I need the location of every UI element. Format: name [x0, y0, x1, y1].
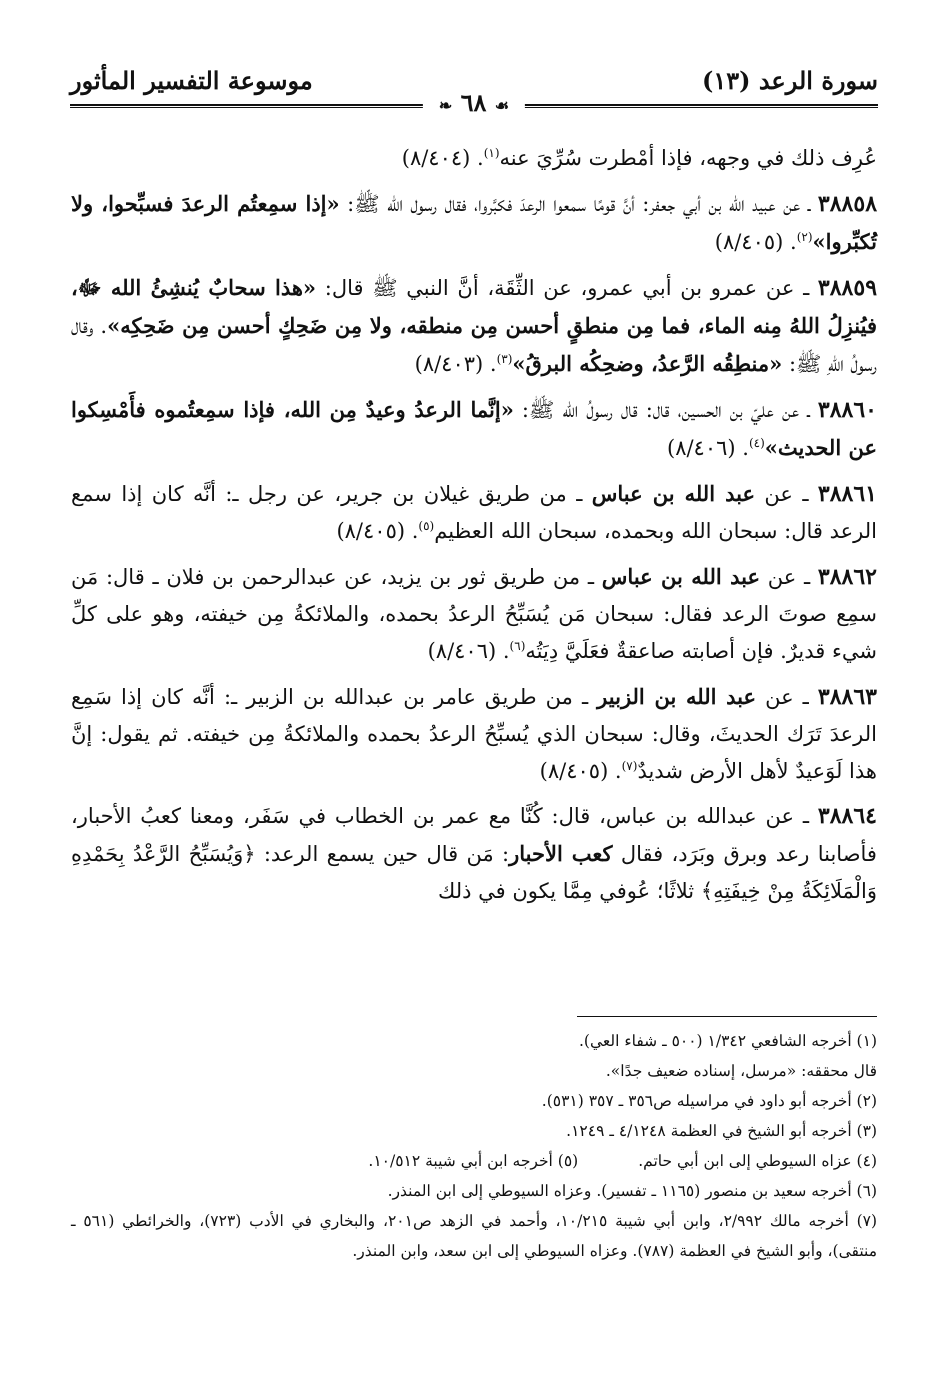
entry-text: ـ عن	[754, 482, 818, 506]
footnotes	[71, 1026, 877, 1266]
ornament-right: ☙	[494, 96, 510, 115]
entry-38859	[71, 269, 877, 383]
narrator-name: عبد الله بن عباس	[591, 481, 755, 506]
entry-number: ٣٨٨٥٨	[817, 191, 878, 217]
footnote-4: (٤) عزاه السيوطي إلى ابن أبي حاتم.	[638, 1152, 877, 1170]
entry-text: ـ من طريق ثور بن يزيد، عن عبدالرحمن بن فلان ـ قال: مَن سمِع صوتَ الرعد فقال: سبحان مَن يُسَبِّحُ الرعدُ بحمده، والملائكةُ مِن خيفته، وهو على كلِّ شيء قديرٌ. فإن أصابته صاعقةٌ فعَلَيَّ دِيَتُه	[71, 565, 877, 663]
hadith-quote: «منطِقُه الرَّعدُ، وضحِكُه البرقُ»	[512, 351, 783, 376]
entry-text: ـ عن	[756, 685, 818, 709]
footnote-marker: (٢)	[796, 230, 813, 244]
entry-text: ـ عن عبدالله بن عباس، قال: كُنَّا مع عمر بن الخطاب في سَفَر، ومعنا كعبُ الأحبار، فأصابنا رعد وبرق وبَرَد، فقال	[71, 804, 877, 866]
hadith-quote: «إنَّما الرعدُ وعيدٌ مِن الله، فإذا سمِعتُموه فأَمْسِكوا عن الحديث»	[71, 397, 877, 460]
footnote-5: (٥) أخرجه ابن أبي شيبة ١٠/٥١٢.	[368, 1152, 579, 1170]
footnote-marker: (١)	[483, 146, 500, 160]
entry-number: ٣٨٨٦٠	[817, 397, 877, 423]
volume-ref: . (٨/٤٠٥)	[539, 759, 622, 783]
entry-38861	[71, 475, 877, 550]
volume-ref: . (٨/٤٠٥)	[714, 230, 797, 254]
footnote-marker: (٥)	[418, 519, 435, 533]
volume-ref: . (٨/٤٠٤)	[401, 146, 484, 170]
entry-number: ٣٨٨٦١	[817, 481, 877, 507]
entry-text: عُرِف ذلك في وجهه، فإذا أمْطرت سُرِّيَ عنه	[499, 146, 877, 170]
narrator-name: عبد الله بن عباس	[601, 564, 760, 589]
entry-38864	[71, 798, 877, 910]
footnote-marker: (٣)	[496, 352, 513, 366]
footnote-3: (٣) أخرجه أبو الشيخ في العظمة ٤/١٢٤٨ ـ ١٢٤٩.	[566, 1122, 877, 1140]
page-number-box	[423, 88, 525, 117]
quran-verse: ﴿وَيُسَبِّحُ الرَّعْدُ بِحَمْدِهِ وَالْمَلَائِكَةُ مِنْ خِيفَتِهِ﴾	[71, 842, 877, 903]
footnote-1: (١) أخرجه الشافعي ١/٣٤٢ (٥٠٠ ـ شفاء العي).	[579, 1032, 877, 1050]
page-number: ٦٨	[460, 88, 487, 117]
hadith-quote: «هذا سحابٌ يُنشِئُ الله ﷻ، فيُنزِلُ اللهُ مِنه الماء، فما مِن منطقٍ أحسن مِن منطقه، ولا مِن ضَحِكٍ أحسن مِن ضَحِكِه»	[71, 275, 878, 338]
entry-number: ٣٨٨٥٩	[817, 275, 878, 301]
entry-number: ٣٨٨٦٢	[817, 564, 877, 590]
entry-text: ثلاثًا؛ عُوفي مِمَّا يكون في ذلك	[438, 879, 701, 903]
entry-38863	[71, 678, 877, 790]
entry-text: ـ من طريق عامر بن عبدالله بن الزبير ـ: أنَّه كان إذا سَمِع الرعدَ تَرَك الحديثَ، وقال: سبحان الذي يُسبِّحُ الرعدُ بحمده والملائكةُ مِن خيفته. ثم يقول: إنَّ هذا لَوَعيدٌ لأهل الأرض شديدٌ	[71, 685, 877, 783]
footnote-2: (٢) أخرجه أبو داود في مراسيله ص٣٥٦ ـ ٣٥٧ (٥٣١).	[541, 1092, 877, 1110]
footnote-6: (٦) أخرجه سعيد بن منصور (١١٦٥ ـ تفسير). وعزاه السيوطي إلى ابن المنذر.	[387, 1182, 877, 1200]
entry-text: ـ عن عمرو بن أبي عمرو، عن الثِّقَة، أنَّ النبي ﷺ قال:	[316, 276, 818, 300]
entry-text: ـ عن عليّ بن الحسين، قال: قال رسولُ الله ﷺ:	[513, 398, 818, 422]
running-header	[70, 56, 878, 116]
entry-text: : مَن قال حين يسمع الرعد:	[255, 842, 510, 866]
narrator-name: كعب الأحبار	[509, 841, 613, 866]
footnote-7: (٧) أخرجه مالك ٢/٩٩٢، وابن أبي شيبة ١٠/٢١٥، وأحمد في الزهد ص٢٠١، والبخاري في الأدب (٧٢٣)، والخرائطي (٥٦١ ـ منتقى)، وأبو الشيخ في العظمة (٧٨٧). وعزاه السيوطي إلى ابن سعد، وابن المنذر.	[71, 1212, 878, 1260]
main-text	[71, 140, 877, 918]
entry-text: ـ عن	[760, 565, 818, 589]
book-title: موسوعة التفسير المأثور	[70, 66, 313, 95]
entry-38862	[71, 558, 877, 670]
entry-continuation	[71, 140, 877, 177]
volume-ref: . (٨/٤٠٦)	[666, 436, 749, 460]
entry-38860	[71, 391, 877, 467]
narrator-name: عبد الله بن الزبير	[597, 684, 757, 709]
footnote-1-note: قال محققه: «مرسل، إسناده ضعيف جدًا».	[605, 1062, 877, 1080]
entry-number: ٣٨٨٦٤	[817, 803, 877, 829]
entry-38858	[71, 185, 877, 261]
hadith-quote: «إذا سمِعتُم الرعدَ فسبِّحوا، ولا تُكبِّروا»	[71, 191, 877, 254]
footnote-separator	[577, 1016, 877, 1017]
volume-ref: . (٨/٤٠٦)	[427, 639, 510, 663]
volume-ref: . (٨/٤٠٥)	[336, 519, 419, 543]
footnote-marker: (٦)	[509, 639, 526, 653]
footnote-marker: (٤)	[748, 436, 765, 450]
entry-text: . وقال رسولُ اللهِ ﷺ:	[71, 314, 877, 376]
volume-ref: . (٨/٤٠٣)	[414, 352, 497, 376]
entry-text: ـ من طريق غيلان بن جرير، عن رجل ـ: أنَّه كان إذا سمع الرعد قال: سبحان الله وبحمده، سبحان الله العظيم	[71, 482, 877, 543]
footnote-marker: (٧)	[621, 759, 638, 773]
entry-number: ٣٨٨٦٣	[817, 684, 877, 710]
footnote-row-4-5	[71, 1146, 877, 1176]
surah-title: سورة الرعد (١٣)	[701, 66, 878, 95]
ornament-left: ❧	[438, 96, 453, 115]
entry-text: ـ عن عبيد الله بن أبي جعفر: أنَّ قومًا سمعوا الرعدَ فكبَّروا، فقال رسول الله ﷺ:	[339, 192, 818, 216]
